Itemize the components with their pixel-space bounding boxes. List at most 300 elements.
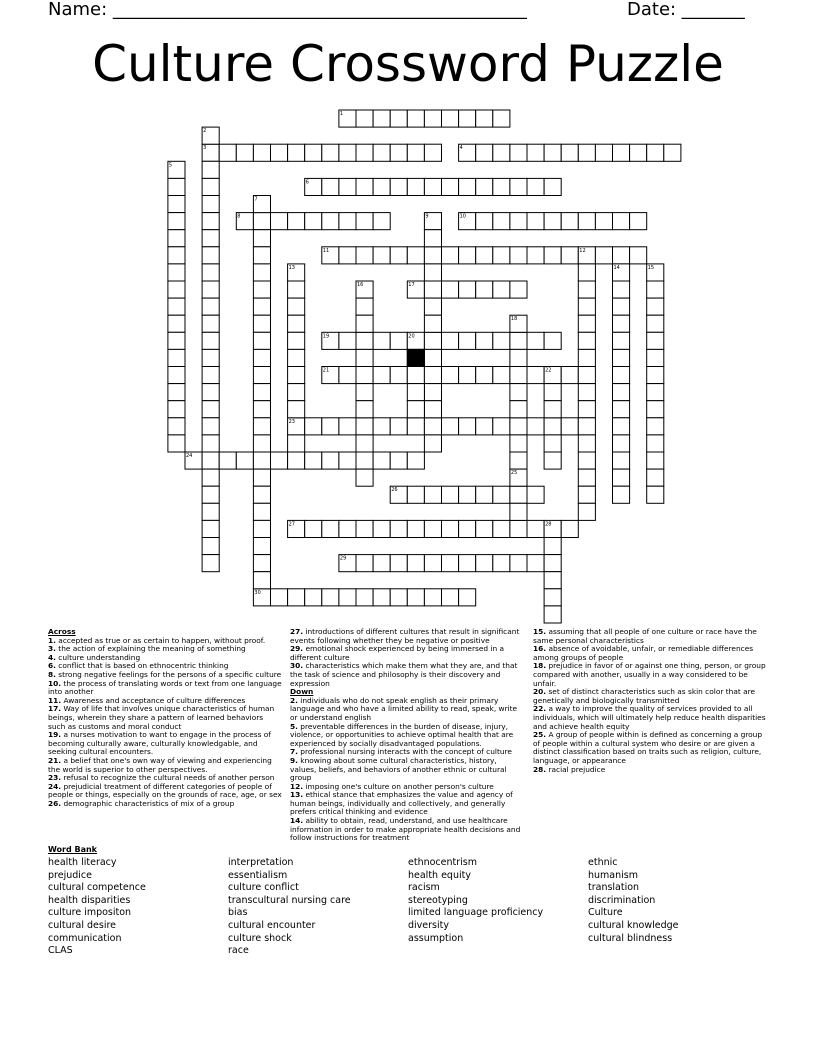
grid-cell[interactable] [459,555,476,572]
grid-cell[interactable] [253,418,270,435]
grid-cell[interactable] [476,332,493,349]
grid-cell[interactable] [202,161,219,178]
grid-cell[interactable] [544,418,561,435]
grid-cell[interactable] [390,144,407,161]
grid-cell[interactable] [407,401,424,418]
grid-cell[interactable] [168,213,185,230]
grid-cell[interactable] [322,213,339,230]
grid-cell[interactable] [373,144,390,161]
grid-cell[interactable] [578,452,595,469]
grid-cell[interactable] [510,418,527,435]
grid-cell[interactable] [202,469,219,486]
grid-cell[interactable] [322,589,339,606]
grid-cell[interactable] [459,486,476,503]
grid-cell[interactable] [442,418,459,435]
grid-cell[interactable] [647,144,664,161]
grid-cell[interactable] [253,213,270,230]
grid-cell[interactable] [424,555,441,572]
grid-cell[interactable] [168,418,185,435]
grid-cell[interactable] [356,178,373,195]
grid-cell[interactable] [424,367,441,384]
grid-cell[interactable] [202,264,219,281]
grid-cell[interactable] [288,435,305,452]
grid-cell[interactable] [510,178,527,195]
grid-cell[interactable] [424,384,441,401]
grid-cell[interactable] [168,401,185,418]
grid-cell[interactable] [527,555,544,572]
grid-cell[interactable] [424,401,441,418]
grid-cell[interactable] [373,110,390,127]
grid-cell[interactable] [510,435,527,452]
grid-cell[interactable] [442,367,459,384]
grid-cell[interactable] [647,435,664,452]
grid-cell[interactable] [476,520,493,537]
grid-cell[interactable] [202,452,219,469]
grid-cell[interactable] [339,144,356,161]
grid-cell[interactable] [578,332,595,349]
grid-cell[interactable] [510,247,527,264]
grid-cell[interactable] [424,349,441,366]
grid-cell[interactable] [390,452,407,469]
grid-cell[interactable] [288,589,305,606]
grid-cell[interactable] [339,367,356,384]
grid-cell[interactable] [305,452,322,469]
grid-cell[interactable] [544,555,561,572]
grid-cell[interactable] [595,247,612,264]
grid-cell[interactable] [527,418,544,435]
grid-cell[interactable] [373,213,390,230]
grid-cell[interactable] [356,144,373,161]
grid-cell[interactable] [424,110,441,127]
grid-cell[interactable] [322,418,339,435]
grid-cell[interactable] [390,555,407,572]
grid-cell[interactable] [595,213,612,230]
grid-cell[interactable] [373,452,390,469]
grid-cell[interactable] [356,401,373,418]
grid-cell[interactable] [476,486,493,503]
grid-cell[interactable] [476,110,493,127]
grid-cell[interactable] [356,469,373,486]
grid-cell[interactable] [493,247,510,264]
grid-cell[interactable] [253,264,270,281]
grid-cell[interactable] [202,384,219,401]
grid-cell[interactable] [544,384,561,401]
grid-cell[interactable] [510,503,527,520]
grid-cell[interactable] [253,435,270,452]
grid-cell[interactable] [424,298,441,315]
grid-cell[interactable] [459,281,476,298]
grid-cell[interactable] [373,589,390,606]
grid-cell[interactable] [544,247,561,264]
grid-cell[interactable] [442,486,459,503]
grid-cell[interactable] [510,349,527,366]
grid-cell[interactable] [424,144,441,161]
grid-cell[interactable] [578,401,595,418]
grid-cell[interactable] [544,401,561,418]
grid-cell[interactable] [339,332,356,349]
grid-cell[interactable] [407,589,424,606]
grid-cell[interactable] [561,418,578,435]
grid-cell[interactable] [168,281,185,298]
grid-cell[interactable] [561,367,578,384]
grid-cell[interactable] [442,520,459,537]
grid-cell[interactable] [613,384,630,401]
grid-cell[interactable] [407,384,424,401]
grid-cell[interactable] [390,520,407,537]
grid-cell[interactable] [613,281,630,298]
grid-cell[interactable] [356,589,373,606]
grid-cell[interactable] [664,144,681,161]
grid-cell[interactable] [544,144,561,161]
grid-cell[interactable] [510,520,527,537]
grid-cell[interactable] [168,367,185,384]
grid-cell[interactable] [373,418,390,435]
grid-cell[interactable] [339,589,356,606]
grid-cell[interactable] [356,315,373,332]
grid-cell[interactable] [407,367,424,384]
grid-cell[interactable] [253,538,270,555]
grid-cell[interactable] [407,178,424,195]
grid-cell[interactable] [407,144,424,161]
grid-cell[interactable] [578,435,595,452]
grid-cell[interactable] [339,178,356,195]
grid-cell[interactable] [390,367,407,384]
grid-cell[interactable] [390,418,407,435]
grid-cell[interactable] [510,401,527,418]
grid-cell[interactable] [544,178,561,195]
grid-cell[interactable] [459,418,476,435]
grid-cell[interactable] [288,332,305,349]
grid-cell[interactable] [288,452,305,469]
grid-cell[interactable] [647,452,664,469]
grid-cell[interactable] [561,520,578,537]
grid-cell[interactable] [305,520,322,537]
grid-cell[interactable] [459,110,476,127]
grid-cell[interactable] [510,452,527,469]
grid-cell[interactable] [527,178,544,195]
grid-cell[interactable] [510,332,527,349]
grid-cell[interactable] [356,213,373,230]
grid-cell[interactable] [424,315,441,332]
grid-cell[interactable] [578,315,595,332]
grid-cell[interactable] [288,384,305,401]
grid-cell[interactable] [424,281,441,298]
grid-cell[interactable] [271,589,288,606]
grid-cell[interactable] [202,418,219,435]
grid-cell[interactable] [442,332,459,349]
grid-cell[interactable] [527,520,544,537]
grid-cell[interactable] [493,367,510,384]
grid-cell[interactable] [339,520,356,537]
grid-cell[interactable] [202,247,219,264]
grid-cell[interactable] [202,332,219,349]
grid-cell[interactable] [493,332,510,349]
grid-cell[interactable] [544,572,561,589]
grid-cell[interactable] [578,144,595,161]
grid-cell[interactable] [236,144,253,161]
grid-cell[interactable] [493,520,510,537]
grid-cell[interactable] [356,520,373,537]
grid-cell[interactable] [578,384,595,401]
grid-cell[interactable] [407,452,424,469]
grid-cell[interactable] [390,332,407,349]
grid-cell[interactable] [442,589,459,606]
grid-cell[interactable] [476,281,493,298]
grid-cell[interactable] [424,332,441,349]
grid-cell[interactable] [373,367,390,384]
grid-cell[interactable] [424,247,441,264]
grid-cell[interactable] [253,452,270,469]
grid-cell[interactable] [476,367,493,384]
grid-cell[interactable] [544,452,561,469]
grid-cell[interactable] [390,178,407,195]
grid-cell[interactable] [510,555,527,572]
grid-cell[interactable] [407,418,424,435]
grid-cell[interactable] [168,247,185,264]
grid-cell[interactable] [322,178,339,195]
grid-cell[interactable] [253,349,270,366]
grid-cell[interactable] [288,349,305,366]
grid-cell[interactable] [613,367,630,384]
grid-cell[interactable] [459,247,476,264]
grid-cell[interactable] [527,247,544,264]
grid-cell[interactable] [407,555,424,572]
grid-cell[interactable] [253,332,270,349]
grid-cell[interactable] [613,247,630,264]
grid-cell[interactable] [424,418,441,435]
grid-cell[interactable] [578,281,595,298]
grid-cell[interactable] [202,213,219,230]
grid-cell[interactable] [271,144,288,161]
grid-cell[interactable] [288,144,305,161]
grid-cell[interactable] [253,520,270,537]
grid-cell[interactable] [476,213,493,230]
grid-cell[interactable] [630,247,647,264]
grid-cell[interactable] [373,520,390,537]
grid-cell[interactable] [202,435,219,452]
grid-cell[interactable] [510,486,527,503]
grid-cell[interactable] [527,332,544,349]
grid-cell[interactable] [168,264,185,281]
grid-cell[interactable] [493,281,510,298]
grid-cell[interactable] [202,367,219,384]
grid-cell[interactable] [322,452,339,469]
grid-cell[interactable] [510,144,527,161]
grid-cell[interactable] [476,178,493,195]
grid-cell[interactable] [578,367,595,384]
grid-cell[interactable] [613,418,630,435]
grid-cell[interactable] [647,401,664,418]
grid-cell[interactable] [253,315,270,332]
grid-cell[interactable] [202,538,219,555]
grid-cell[interactable] [339,418,356,435]
grid-cell[interactable] [407,486,424,503]
grid-cell[interactable] [202,230,219,247]
grid-cell[interactable] [407,520,424,537]
grid-cell[interactable] [544,538,561,555]
grid-cell[interactable] [510,367,527,384]
grid-cell[interactable] [305,144,322,161]
grid-cell[interactable] [424,589,441,606]
grid-cell[interactable] [356,298,373,315]
grid-cell[interactable] [390,247,407,264]
grid-cell[interactable] [424,435,441,452]
grid-cell[interactable] [219,144,236,161]
grid-cell[interactable] [578,486,595,503]
grid-cell[interactable] [578,298,595,315]
grid-cell[interactable] [202,555,219,572]
grid-cell[interactable] [288,315,305,332]
grid-cell[interactable] [339,213,356,230]
grid-cell[interactable] [356,555,373,572]
grid-cell[interactable] [527,367,544,384]
grid-cell[interactable] [253,144,270,161]
grid-cell[interactable] [305,418,322,435]
grid-cell[interactable] [613,298,630,315]
grid-cell[interactable] [544,213,561,230]
grid-cell[interactable] [236,452,253,469]
grid-cell[interactable] [613,332,630,349]
grid-cell[interactable] [510,281,527,298]
grid-cell[interactable] [202,178,219,195]
grid-cell[interactable] [168,196,185,213]
grid-cell[interactable] [561,144,578,161]
grid-cell[interactable] [390,110,407,127]
grid-cell[interactable] [424,230,441,247]
grid-cell[interactable] [459,178,476,195]
grid-cell[interactable] [253,555,270,572]
grid-cell[interactable] [322,520,339,537]
grid-cell[interactable] [253,486,270,503]
grid-cell[interactable] [253,384,270,401]
grid-cell[interactable] [442,555,459,572]
grid-cell[interactable] [407,110,424,127]
grid-cell[interactable] [613,213,630,230]
grid-cell[interactable] [390,589,407,606]
grid-cell[interactable] [647,486,664,503]
grid-cell[interactable] [305,213,322,230]
grid-cell[interactable] [647,349,664,366]
grid-cell[interactable] [544,606,561,623]
grid-cell[interactable] [356,452,373,469]
grid-cell[interactable] [168,315,185,332]
grid-cell[interactable] [647,367,664,384]
grid-cell[interactable] [647,418,664,435]
grid-cell[interactable] [544,435,561,452]
grid-cell[interactable] [527,486,544,503]
grid-cell[interactable] [442,281,459,298]
grid-cell[interactable] [578,469,595,486]
grid-cell[interactable] [253,230,270,247]
grid-cell[interactable] [356,349,373,366]
grid-cell[interactable] [595,144,612,161]
grid-cell[interactable] [253,367,270,384]
grid-cell[interactable] [407,247,424,264]
grid-cell[interactable] [578,418,595,435]
grid-cell[interactable] [339,247,356,264]
grid-cell[interactable] [219,452,236,469]
grid-cell[interactable] [613,435,630,452]
grid-cell[interactable] [288,213,305,230]
grid-cell[interactable] [288,367,305,384]
grid-cell[interactable] [168,435,185,452]
grid-cell[interactable] [168,298,185,315]
grid-cell[interactable] [544,332,561,349]
grid-cell[interactable] [253,247,270,264]
grid-cell[interactable] [647,384,664,401]
grid-cell[interactable] [493,555,510,572]
grid-cell[interactable] [424,486,441,503]
grid-cell[interactable] [459,367,476,384]
grid-cell[interactable] [356,367,373,384]
grid-cell[interactable] [647,298,664,315]
grid-cell[interactable] [613,469,630,486]
grid-cell[interactable] [442,110,459,127]
grid-cell[interactable] [647,332,664,349]
grid-cell[interactable] [356,110,373,127]
grid-cell[interactable] [322,144,339,161]
grid-cell[interactable] [356,332,373,349]
grid-cell[interactable] [544,589,561,606]
grid-cell[interactable] [288,298,305,315]
grid-cell[interactable] [253,572,270,589]
grid-cell[interactable] [493,418,510,435]
grid-cell[interactable] [202,486,219,503]
grid-cell[interactable] [442,178,459,195]
grid-cell[interactable] [202,315,219,332]
grid-cell[interactable] [168,178,185,195]
grid-cell[interactable] [373,178,390,195]
grid-cell[interactable] [493,178,510,195]
grid-cell[interactable] [271,213,288,230]
grid-cell[interactable] [373,247,390,264]
grid-cell[interactable] [613,452,630,469]
grid-cell[interactable] [613,315,630,332]
grid-cell[interactable] [459,332,476,349]
grid-cell[interactable] [202,196,219,213]
grid-cell[interactable] [271,452,288,469]
grid-cell[interactable] [168,332,185,349]
grid-cell[interactable] [630,213,647,230]
grid-cell[interactable] [613,401,630,418]
grid-cell[interactable] [288,401,305,418]
grid-cell[interactable] [253,281,270,298]
grid-cell[interactable] [288,281,305,298]
grid-cell[interactable] [578,264,595,281]
grid-cell[interactable] [253,469,270,486]
grid-cell[interactable] [613,349,630,366]
grid-cell[interactable] [168,349,185,366]
grid-cell[interactable] [476,247,493,264]
grid-cell[interactable] [424,264,441,281]
grid-cell[interactable] [613,144,630,161]
grid-cell[interactable] [647,315,664,332]
grid-cell[interactable] [356,247,373,264]
grid-cell[interactable] [578,503,595,520]
grid-cell[interactable] [356,384,373,401]
grid-cell[interactable] [459,520,476,537]
grid-cell[interactable] [202,281,219,298]
grid-cell[interactable] [476,418,493,435]
grid-cell[interactable] [202,298,219,315]
grid-cell[interactable] [647,281,664,298]
grid-cell[interactable] [442,247,459,264]
grid-cell[interactable] [168,384,185,401]
grid-cell[interactable] [356,435,373,452]
grid-cell[interactable] [356,418,373,435]
grid-cell[interactable] [493,144,510,161]
grid-cell[interactable] [253,298,270,315]
